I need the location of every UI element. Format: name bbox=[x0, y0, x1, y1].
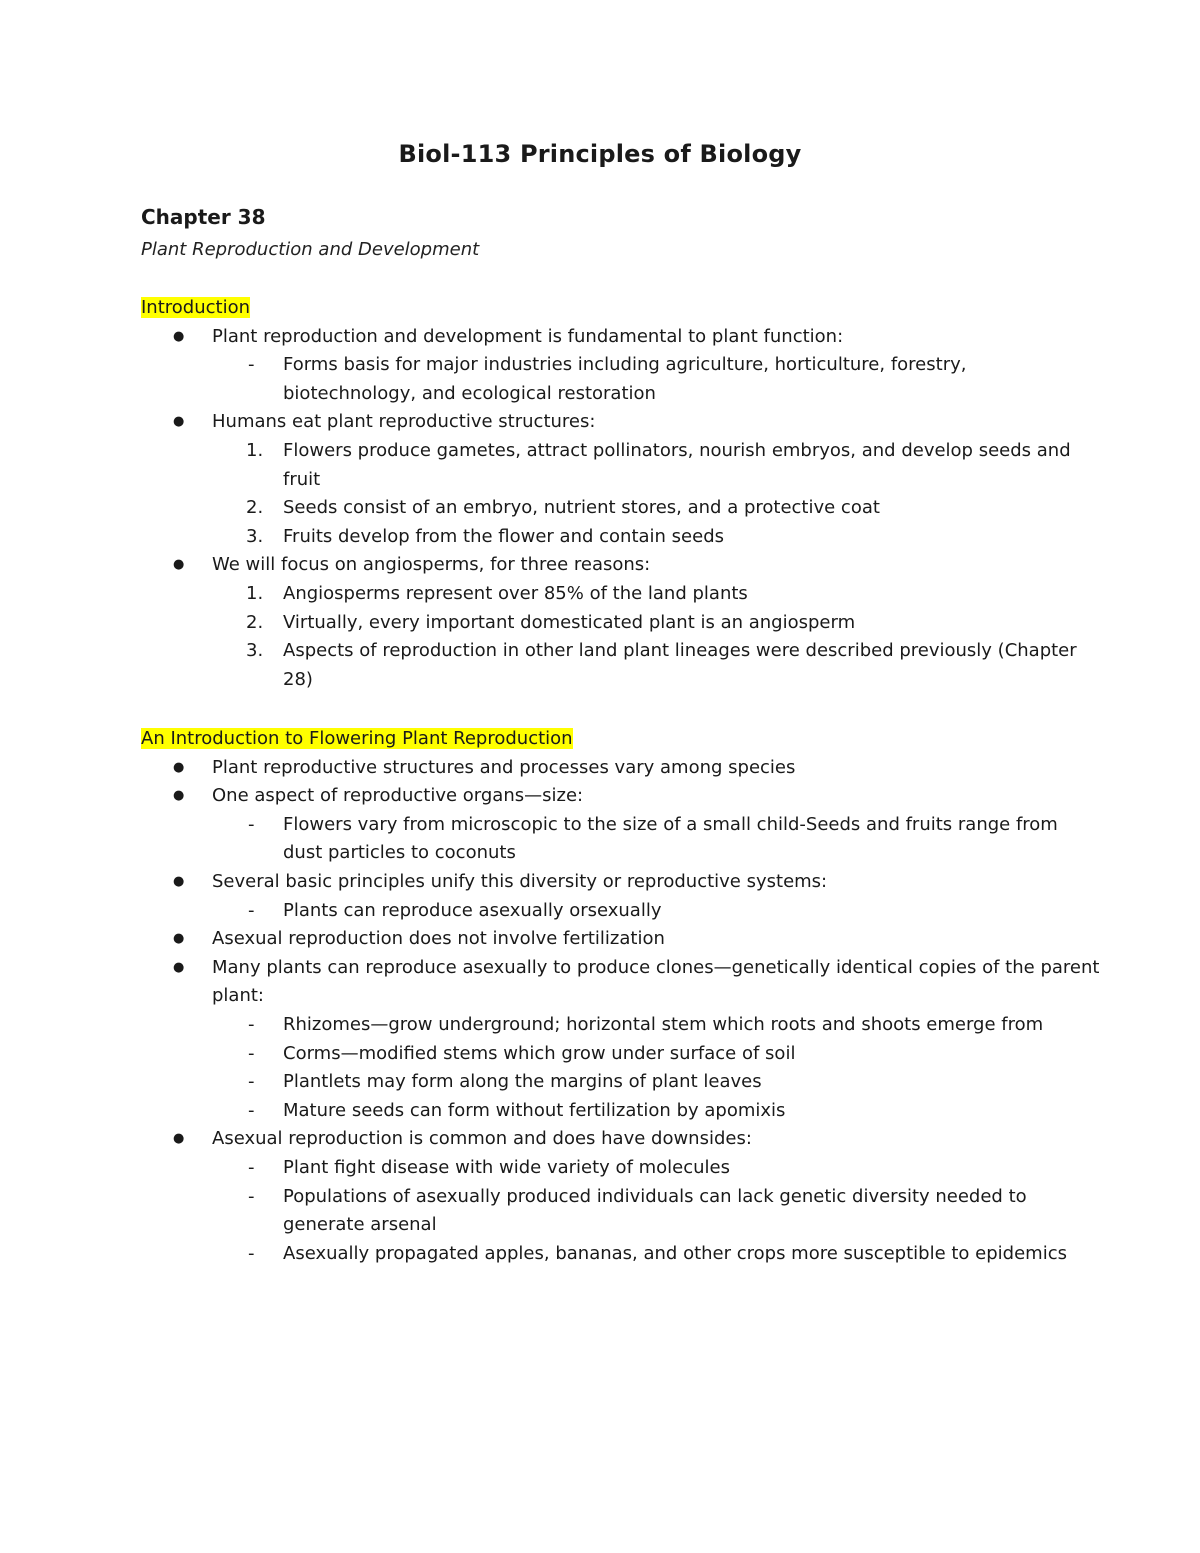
sub-item-text: Corms—modified stems which grow under surface of soil bbox=[283, 1042, 796, 1064]
bullet-text: One aspect of reproductive organs—size: bbox=[212, 785, 584, 807]
bullet-icon: ● bbox=[173, 557, 185, 573]
sub-item-text: Flowers produce gametes, attract pollinators, nourish embryos, and develop seeds and fruit bbox=[283, 439, 1071, 490]
dash-list bbox=[212, 1011, 1101, 1125]
numbered-item bbox=[212, 580, 1101, 609]
sub-item-text: Aspects of reproduction in other land plant lineages were described previously (Chapter 28) bbox=[283, 640, 1077, 690]
bullet-item bbox=[141, 408, 1101, 551]
dash-icon: - bbox=[248, 1185, 255, 1207]
sub-item-text: Rhizomes—grow underground; horizontal stem which roots and shoots emerge from bbox=[283, 1013, 1044, 1035]
numbered-list bbox=[212, 437, 1101, 551]
sub-item-text: Plant fight disease with wide variety of molecules bbox=[283, 1156, 731, 1178]
dash-item bbox=[212, 1240, 1101, 1269]
sub-item-text: Populations of asexually produced individuals can lack genetic diversity needed to generate arsenal bbox=[283, 1185, 1027, 1236]
sub-item-text: Angiosperms represent over 85% of the land plants bbox=[283, 582, 748, 604]
dash-icon: - bbox=[248, 899, 255, 921]
bullet-text: Several basic principles unify this diversity or reproductive systems: bbox=[212, 870, 828, 892]
section-introduction bbox=[141, 294, 1101, 694]
bullet-item bbox=[141, 868, 1101, 925]
bullet-item bbox=[141, 323, 1101, 409]
bullet-icon: ● bbox=[173, 759, 185, 775]
bullet-text: We will focus on angiosperms, for three reasons: bbox=[212, 554, 651, 576]
section-flowering-plant-reproduction bbox=[141, 725, 1101, 1268]
numbered-item bbox=[212, 637, 1101, 694]
bullet-text: Humans eat plant reproductive structures: bbox=[212, 411, 596, 433]
bullet-text: Plant reproductive structures and processes vary among species bbox=[212, 756, 796, 778]
sub-item-text: Seeds consist of an embryo, nutrient stores, and a protective coat bbox=[283, 497, 880, 519]
dash-icon: - bbox=[248, 1099, 255, 1121]
dash-list bbox=[212, 1154, 1101, 1268]
sub-item-text: Asexually propagated apples, bananas, and other crops more susceptible to epidemics bbox=[283, 1242, 1067, 1264]
bullet-text: Asexual reproduction does not involve fertilization bbox=[212, 928, 665, 950]
chapter-subtitle: Plant Reproduction and Development bbox=[141, 239, 480, 260]
dash-item bbox=[212, 811, 1101, 868]
dash-list bbox=[212, 351, 1101, 408]
sub-item-text: Virtually, every important domesticated plant is an angiosperm bbox=[283, 611, 856, 633]
bullet-text: Plant reproduction and development is fundamental to plant function: bbox=[212, 325, 844, 347]
dash-icon: - bbox=[248, 813, 255, 835]
sub-item-text: Fruits develop from the flower and contain seeds bbox=[283, 525, 724, 547]
bullet-item bbox=[141, 954, 1101, 1126]
bullet-item bbox=[141, 754, 1101, 783]
bullet-icon: ● bbox=[173, 788, 185, 804]
bullet-text: Many plants can reproduce asexually to produce clones—genetically identical copies of the parent plant: bbox=[212, 956, 1100, 1007]
dash-icon: - bbox=[248, 1242, 255, 1264]
bullet-item bbox=[141, 925, 1101, 954]
sub-item-text: Forms basis for major industries including agriculture, horticulture, forestry, biotechnology, and ecological restoration bbox=[283, 354, 967, 404]
dash-item bbox=[212, 1040, 1101, 1069]
section-heading: An Introduction to Flowering Plant Reproduction bbox=[141, 728, 573, 749]
dash-item bbox=[212, 1011, 1101, 1040]
sub-item-text: Mature seeds can form without fertilization by apomixis bbox=[283, 1099, 786, 1121]
section-heading: Introduction bbox=[141, 297, 251, 318]
dash-item bbox=[212, 1154, 1101, 1183]
dash-item bbox=[212, 1068, 1101, 1097]
list-number: 2. bbox=[246, 497, 264, 519]
dash-icon: - bbox=[248, 1071, 255, 1093]
bullet-text: Asexual reproduction is common and does have downsides: bbox=[212, 1128, 752, 1150]
dash-item bbox=[212, 1183, 1101, 1240]
bullet-item bbox=[141, 1125, 1101, 1268]
sub-item-text: Flowers vary from microscopic to the size of a small child-Seeds and fruits range from dust particles to coconuts bbox=[283, 813, 1058, 864]
dash-icon: - bbox=[248, 354, 255, 376]
numbered-item bbox=[212, 609, 1101, 638]
chapter-heading: Chapter 38 bbox=[141, 205, 266, 229]
list-number: 1. bbox=[246, 582, 264, 604]
bullet-icon: ● bbox=[173, 931, 185, 947]
list-number: 2. bbox=[246, 611, 264, 633]
sub-item-text: Plantlets may form along the margins of plant leaves bbox=[283, 1071, 762, 1093]
bullet-icon: ● bbox=[173, 1131, 185, 1147]
dash-item bbox=[212, 897, 1101, 926]
dash-list bbox=[212, 897, 1101, 926]
dash-list bbox=[212, 811, 1101, 868]
list-number: 3. bbox=[246, 525, 264, 547]
dash-icon: - bbox=[248, 1042, 255, 1064]
list-number: 3. bbox=[246, 640, 264, 662]
bullet-item bbox=[141, 782, 1101, 868]
dash-icon: - bbox=[248, 1156, 255, 1178]
dash-item bbox=[212, 351, 1101, 408]
bullet-icon: ● bbox=[173, 959, 185, 975]
bullet-icon: ● bbox=[173, 414, 185, 430]
numbered-list bbox=[212, 580, 1101, 694]
dash-item bbox=[212, 1097, 1101, 1126]
bullet-list bbox=[141, 754, 1101, 1269]
list-number: 1. bbox=[246, 439, 264, 461]
document-title: Biol-113 Principles of Biology bbox=[398, 140, 802, 168]
dash-icon: - bbox=[248, 1013, 255, 1035]
bullet-icon: ● bbox=[173, 873, 185, 889]
numbered-item bbox=[212, 437, 1101, 494]
numbered-item bbox=[212, 523, 1101, 552]
bullet-list bbox=[141, 323, 1101, 695]
sub-item-text: Plants can reproduce asexually orsexually bbox=[283, 899, 662, 921]
bullet-icon: ● bbox=[173, 328, 185, 344]
bullet-item bbox=[141, 551, 1101, 694]
numbered-item bbox=[212, 494, 1101, 523]
